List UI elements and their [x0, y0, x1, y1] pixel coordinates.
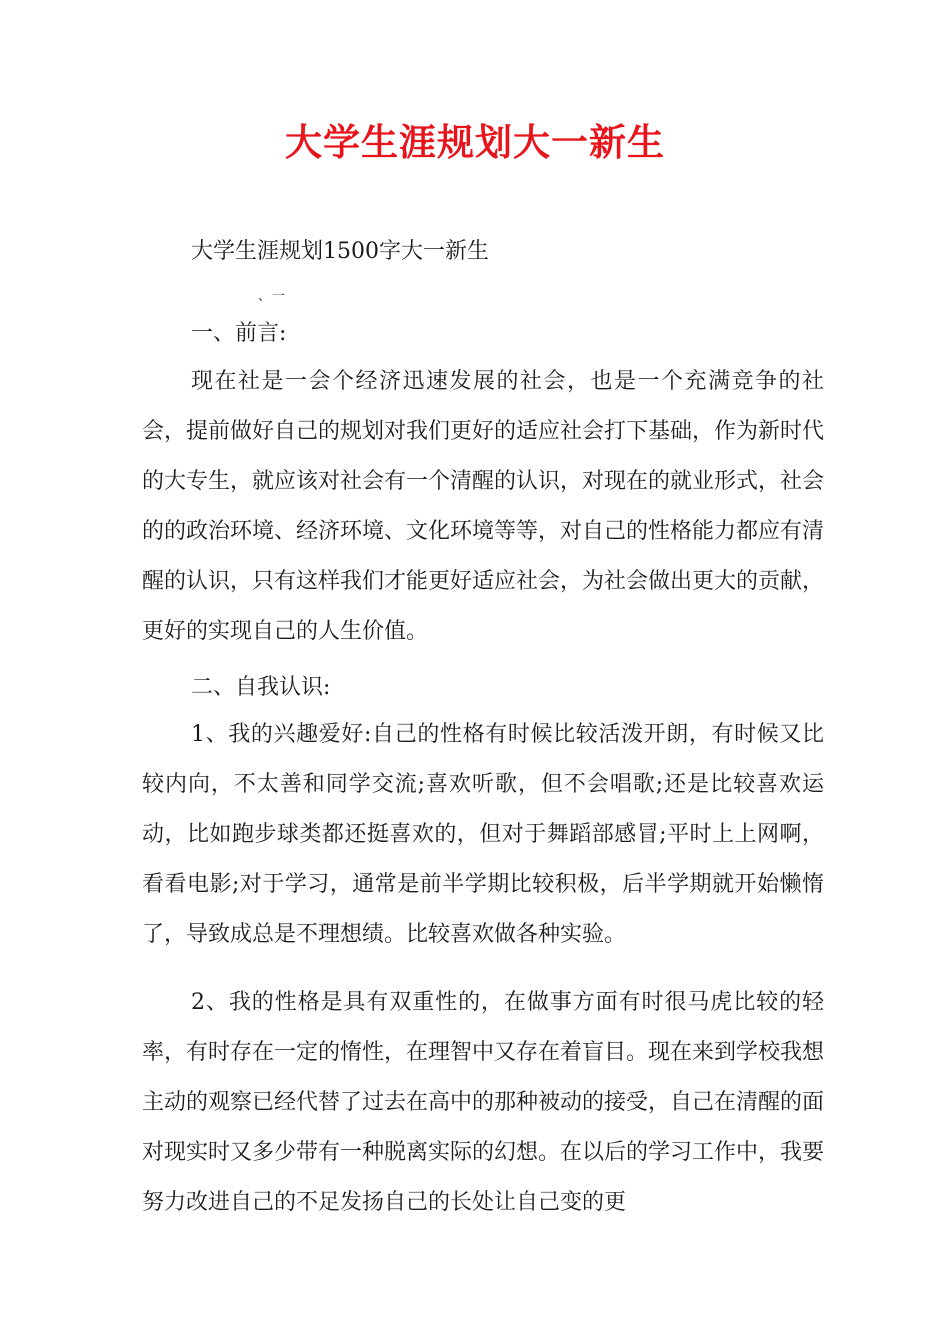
paragraph-interests: 1、我的兴趣爱好:自己的性格有时候比较活泼开朗，有时候又比较内向，不太善和同学交流;喜欢听歌，但不会唱歌;还是比较喜欢运动，比如跑步球类都还挺喜欢的，但对于舞蹈部感冒;平时上上网啊，看看电影;对于学习，通常是前半学期比较积极，后半学期就开始懒惰了，导致成总是不理想绩。比较喜欢做各种实验。 — [142, 722, 824, 947]
paragraph-preface: 现在社是一会个经济迅速发展的社会，也是一个充满竞争的社会，提前做好自己的规划对我们更好的适应社会打下基础，作为新时代的大专生，就应该对社会有一个清醒的认识，对现在的就业形式，社会的的政治环境、经济环境、文化环境等等，对自己的性格能力都应有清醒的认识，只有这样我们才能更好适应社会，为社会做出更大的贡献，更好的实现自己的人生价值。 — [142, 369, 825, 644]
scan-artifact-text: 、一 — [258, 289, 287, 304]
section-heading-self-knowledge: 二、自我认识: — [191, 675, 331, 700]
section-heading-preface: 一、前言: — [191, 321, 287, 346]
document-subtitle: 大学生涯规划1500字大一新生 — [191, 239, 489, 264]
document-title: 大学生涯规划大一新生 — [285, 121, 665, 164]
paragraph-personality: 2、我的性格是具有双重性的，在做事方面有时很马虎比较的轻率，有时存在一定的惰性，在理智中又存在着盲目。现在来到学校我想主动的观察已经代替了过去在高中的那种被动的接受，自己在清醒的面对现实时又多少带有一种脱离实际的幻想。在以后的学习工作中，我要努力改进自己的不足发扬自己的长处让自己变的更 — [142, 990, 825, 1215]
